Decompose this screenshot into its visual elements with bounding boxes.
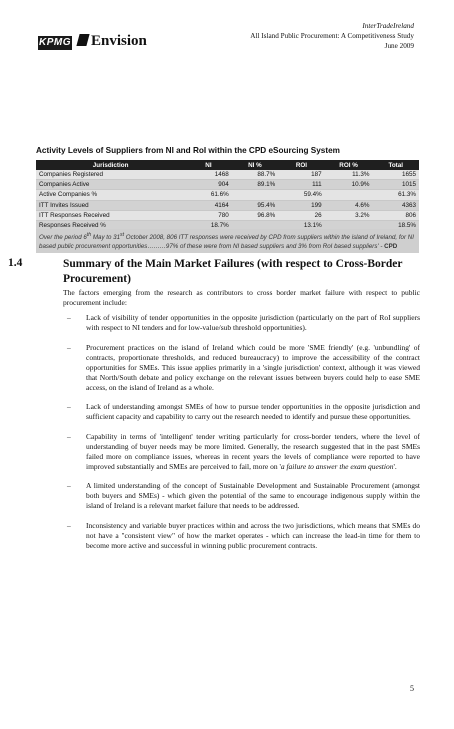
list-item-text: Lack of understanding amongst SMEs of how to pursue tender opportunities in the opposite jurisdiction and sufficient capacity and capability to carry out the research needed to identify and pursue these opportunities. — [86, 402, 420, 421]
list-item-emphasis: a failure to answer the exam question — [280, 461, 394, 471]
table-row — [36, 210, 419, 220]
table-cell: 88.7% — [232, 170, 278, 180]
table-cell: 26 — [278, 210, 324, 220]
table-cell: 61.3% — [372, 190, 419, 200]
dash-bullet-icon: – — [67, 313, 71, 322]
section-intro: The factors emerging from the research as contributors to cross border market failure with respect to public procurement include: — [63, 288, 420, 307]
dash-bullet-icon: – — [67, 342, 71, 352]
table-cell: 904 — [185, 180, 231, 190]
list-item-text: A limited understanding of the concept of Sustainable Development and Sustainable Procurement (amongst both buyers and SMEs) - which given the potential of the same to encourage indigenous supply within the island of Ireland is a relevant market failure that needs to be addressed. — [86, 481, 420, 510]
page-header — [0, 0, 454, 70]
table-cell: 4.6% — [325, 200, 373, 210]
table-column-header: ROI % — [325, 160, 373, 170]
market-failures-list — [63, 313, 420, 560]
table-cell: 89.1% — [232, 180, 278, 190]
table-column-header: Jurisdiction — [36, 160, 185, 170]
list-item — [63, 313, 420, 333]
list-item-text: Procurement practices on the island of Ireland which could be more 'SME friendly' (e.g. 'unbundling' of contracts, proportionate thresholds, and reduced bureaucracy) to improve the accessibility of the contract opportunities for SMEs. This issue applies primarily in a 'single jurisdiction' context, although it was viewed that North/South debate and policy exchange on the relevant issues between buyers could help to ease SME access, on the island of Ireland as a whole. — [86, 342, 420, 392]
row-label: Companies Registered — [36, 170, 185, 180]
row-label: Companies Active — [36, 180, 185, 190]
callout-box — [36, 229, 419, 253]
envision-logo-text: Envision — [91, 33, 147, 49]
row-label: Responses Received % — [36, 220, 185, 230]
table-cell: 10.9% — [325, 180, 373, 190]
callout-text-b: May to 31 — [91, 234, 121, 242]
table-cell: 111 — [278, 180, 324, 190]
table-cell: 3.2% — [325, 210, 373, 220]
list-item — [63, 402, 420, 422]
table-column-header: Total — [372, 160, 419, 170]
table-row — [36, 170, 419, 180]
table-header-row — [36, 160, 419, 170]
list-item — [63, 432, 420, 472]
list-item — [63, 481, 420, 511]
section-number: 1.4 — [8, 257, 23, 269]
table-cell: 4164 — [185, 200, 231, 210]
section-title: Summary of the Main Market Failures (with respect to Cross-Border Procurement) — [63, 258, 403, 285]
callout-sup-2: st — [120, 232, 125, 238]
activity-table — [36, 160, 419, 231]
list-item — [63, 343, 420, 393]
callout-source: CPD — [384, 242, 398, 250]
callout-text-c: October 2008, 806 ITT responses were received by CPD from suppliers within the island of Ireland, for NI based public procurement opportunities………97% of these were from NI based suppliers and 3% from RoI based suppliers' - — [39, 234, 414, 250]
callout-text-a: Over the period 6 — [39, 234, 87, 242]
table-title: Activity Levels of Suppliers from NI and RoI within the CPD eSourcing System — [36, 146, 340, 155]
table-cell: 187 — [278, 170, 324, 180]
header-date: June 2009 — [384, 42, 414, 50]
header-org: InterTradeIreland — [362, 22, 414, 30]
table-row — [36, 200, 419, 210]
table-row — [36, 180, 419, 190]
list-item-text: Inconsistency and variable buyer practices within and across the two jurisdictions, which means that SMEs do not have a "consistent view" of how the market operates - which can increase the lead-in time for them to become more active and successful in winning public procurement contracts. — [86, 520, 420, 550]
table-cell: 1468 — [185, 170, 231, 180]
table-cell: 61.6% — [185, 190, 231, 200]
table-cell: 780 — [185, 210, 231, 220]
header-info — [250, 21, 414, 51]
table-cell: 13.1% — [278, 220, 324, 230]
callout-sup-1: th — [86, 232, 92, 238]
table-cell: 11.3% — [325, 170, 373, 180]
row-label: ITT Responses Received — [36, 210, 185, 220]
dash-bullet-icon: – — [67, 520, 71, 530]
list-item-text: Lack of visibility of tender opportunities in the opposite jurisdiction (particularly on the part of RoI suppliers with respect to NI tenders and for low-value/sub threshold opportunities). — [86, 313, 420, 332]
table-cell: 18.7% — [185, 220, 231, 230]
table-cell: 96.8% — [232, 210, 278, 220]
row-label: Active Companies % — [36, 190, 185, 200]
envision-logo — [78, 33, 147, 50]
header-study: All Island Public Procurement: A Competitiveness Study — [250, 32, 414, 40]
dash-bullet-icon: – — [67, 481, 71, 490]
kpmg-logo: KPMG — [39, 37, 71, 48]
table-cell: 199 — [278, 200, 324, 210]
table-cell: 95.4% — [232, 200, 278, 210]
table-cell: 1655 — [372, 170, 419, 180]
table-column-header: NI % — [232, 160, 278, 170]
row-label: ITT Invites Issued — [36, 200, 185, 210]
list-item — [63, 521, 420, 551]
list-item-text: Capability in terms of 'intelligent' tender writing particularly for cross-border tenders, where the level of understanding of buyer needs may be more limited. Generally, the research suggested that in the past SMEs failed more on compliance issues, whereas in recent years the levels of compliance were reported to have improved substantially and SMEs are perceived to fail, more on ' — [86, 431, 420, 471]
table-cell — [325, 190, 373, 200]
envision-mark-icon — [76, 34, 89, 46]
table-cell: 18.5% — [372, 220, 419, 230]
table-cell: 806 — [372, 210, 419, 220]
dash-bullet-icon: – — [67, 431, 71, 441]
table-column-header: NI — [185, 160, 231, 170]
table-cell: 4363 — [372, 200, 419, 210]
page-number: 5 — [410, 684, 414, 693]
table-column-header: ROI — [278, 160, 324, 170]
table-row — [36, 190, 419, 200]
list-item-tail: '. — [393, 461, 397, 471]
table-cell: 1015 — [372, 180, 419, 190]
dash-bullet-icon: – — [67, 402, 71, 411]
table-cell — [232, 190, 278, 200]
table-cell: 59.4% — [278, 190, 324, 200]
